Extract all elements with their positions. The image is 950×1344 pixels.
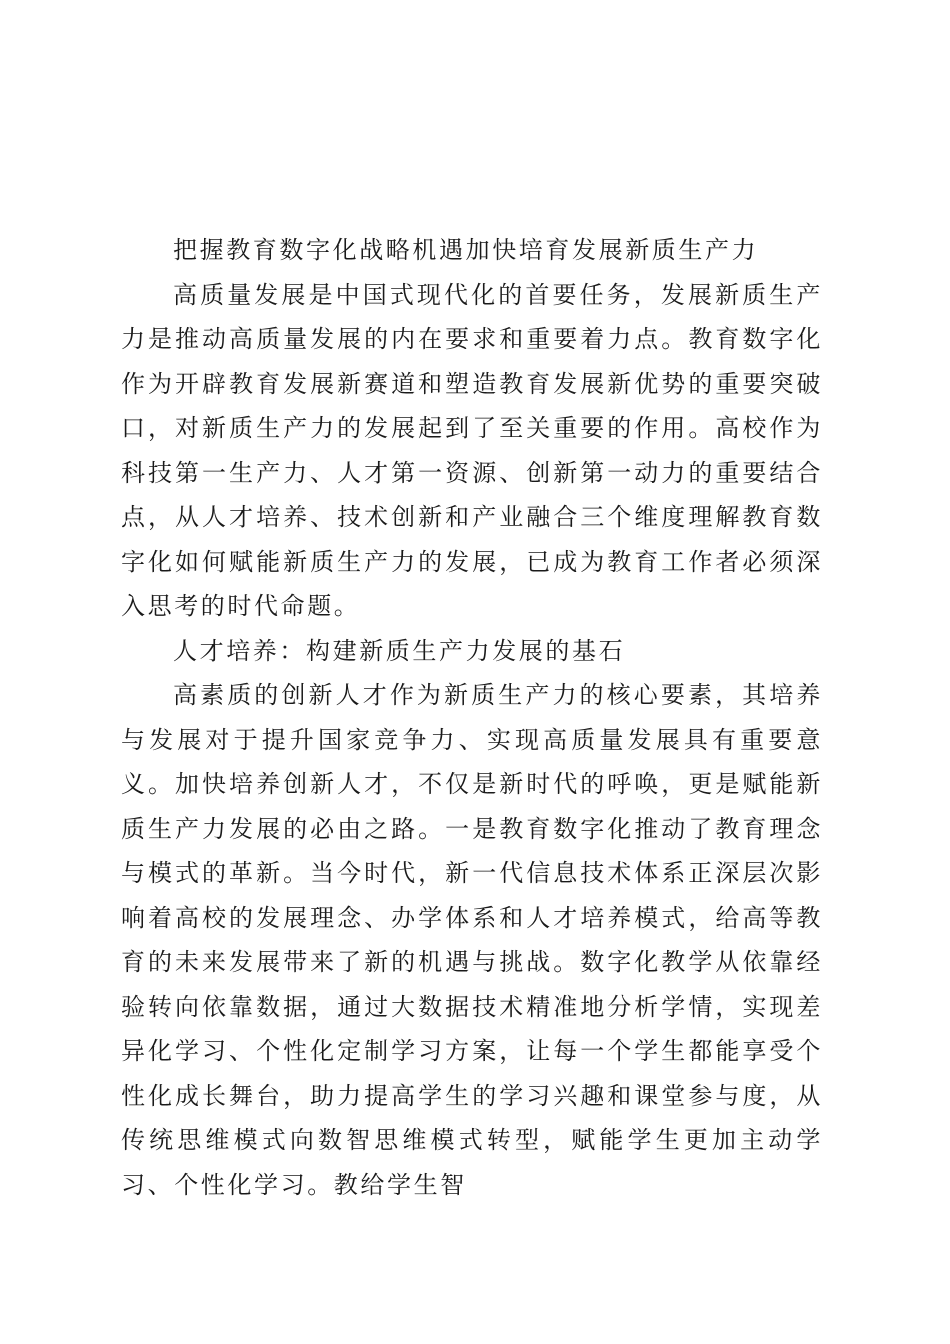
section-paragraph: 高素质的创新人才作为新质生产力的核心要素，其培养与发展对于提升国家竞争力、实现高质量发展具有重要意义。加快培养创新人才，不仅是新时代的呼唤，更是赋能新质生产力发展的必由之路。一是教育数字化推动了教育理念与模式的革新。当今时代，新一代信息技术体系正深层次影响着高校的发展理念、办学体系和人才培养模式，给高等教育的未来发展带来了新的机遇与挑战。数字化教学从依靠经验转向依靠数据，通过大数据技术精准地分析学情，实现差异化学习、个性化定制学习方案，让每一个学生都能享受个性化成长舞台，助力提高学生的学习兴趣和课堂参与度，从传统思维模式向数智思维模式转型，赋能学生更加主动学习、个性化学习。教给学生智 <box>121 681 823 1199</box>
document-title: 把握教育数字化战略机遇加快培育发展新质生产力 <box>173 236 759 264</box>
section-heading: 人才培养：构建新质生产力发展的基石 <box>173 636 626 665</box>
intro-paragraph: 高质量发展是中国式现代化的首要任务，发展新质生产力是推动高质量发展的内在要求和重要着力点。教育数字化作为开辟教育发展新赛道和塑造教育发展新优势的重要突破口，对新质生产力的发展起到了至关重要的作用。高校作为科技第一生产力、人才第一资源、创新第一动力的重要结合点，从人才培养、技术创新和产业融合三个维度理解教育数字化如何赋能新质生产力的发展，已成为教育工作者必须深入思考的时代命题。 <box>121 280 823 620</box>
document-body <box>121 228 823 1207</box>
